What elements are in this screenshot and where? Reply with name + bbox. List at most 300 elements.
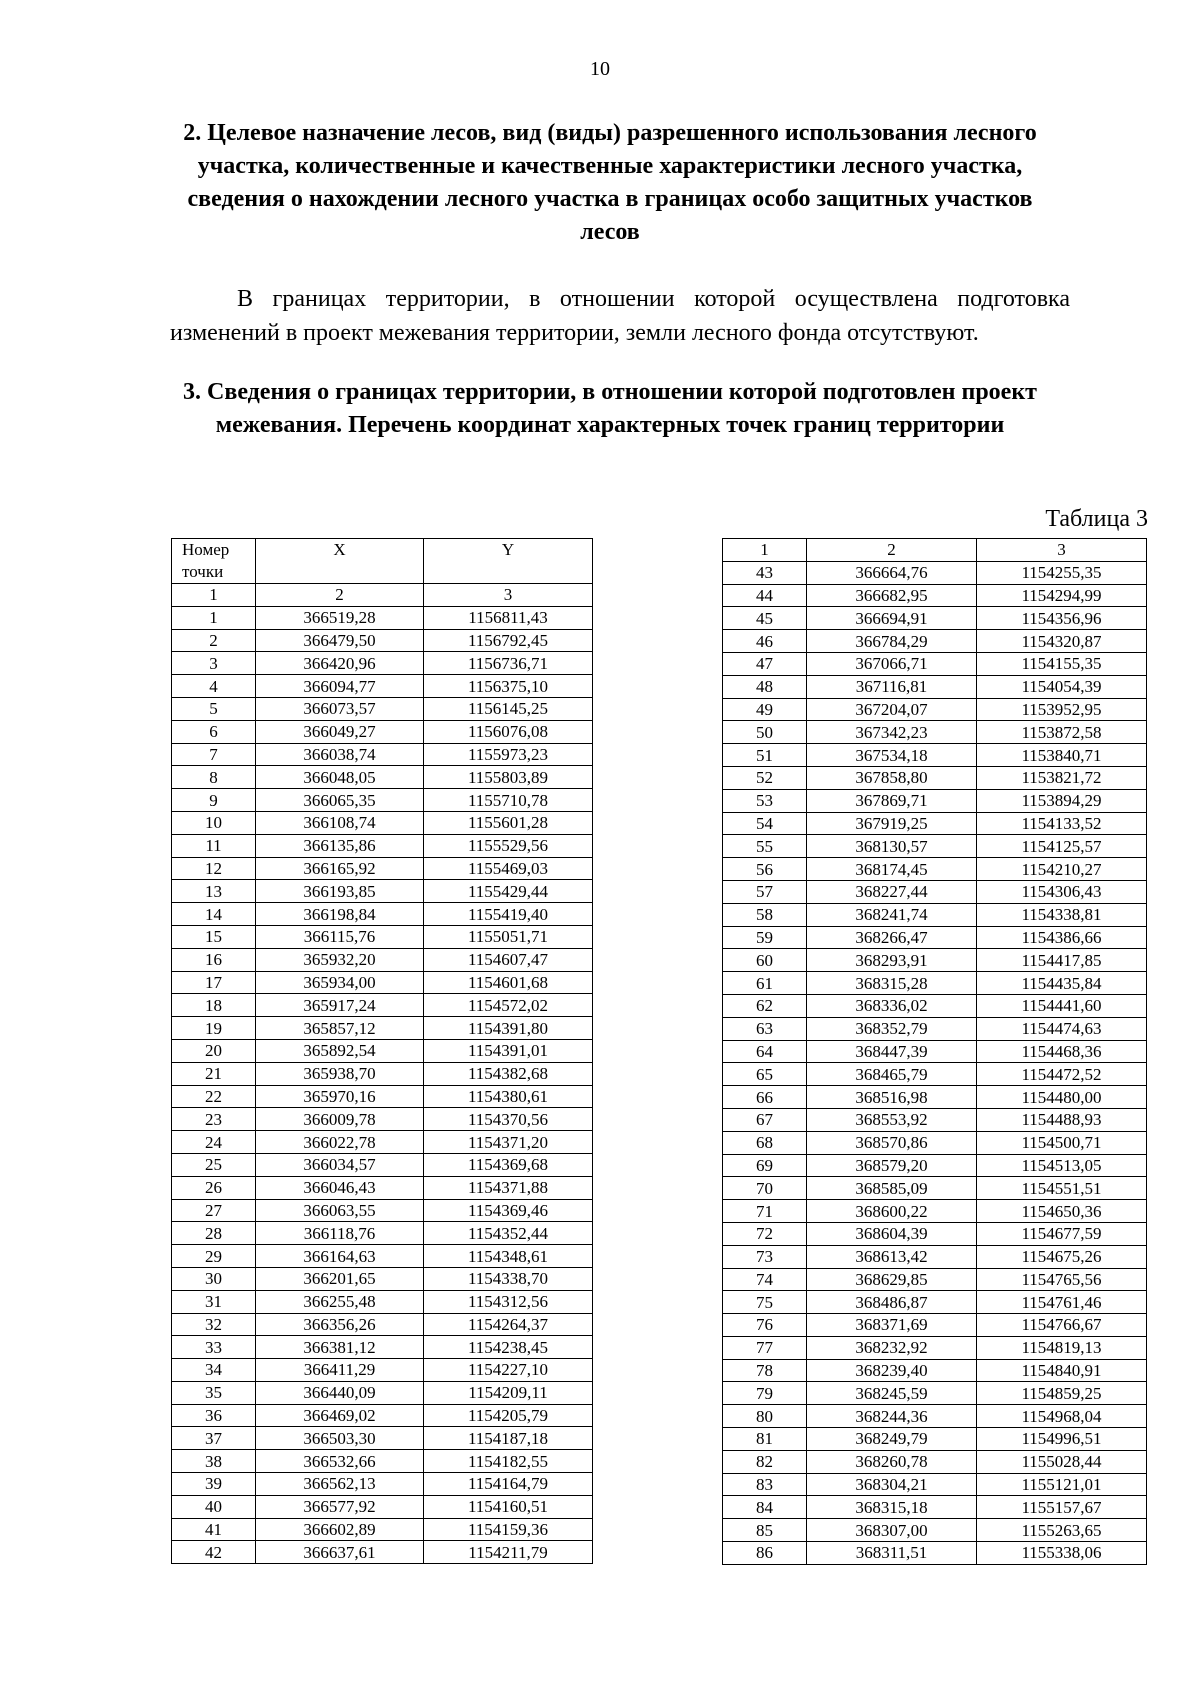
table-row — [172, 948, 593, 971]
cell-x: 365932,20 — [256, 948, 424, 971]
table-row — [723, 1519, 1147, 1542]
cell-y: 1154968,04 — [977, 1405, 1147, 1428]
cell-point-number: 20 — [172, 1039, 256, 1062]
cell-x: 368260,78 — [807, 1450, 977, 1473]
cell-point-number: 5 — [172, 697, 256, 720]
cell-x: 368227,44 — [807, 880, 977, 903]
cell-y: 1154210,27 — [977, 858, 1147, 881]
cell-y: 1156375,10 — [424, 675, 593, 698]
cell-x: 366694,91 — [807, 607, 977, 630]
cell-point-number: 4 — [172, 675, 256, 698]
cell-point-number: 83 — [723, 1473, 807, 1496]
table-row — [723, 926, 1147, 949]
coordinates-table-right — [722, 538, 1147, 1565]
cell-point-number: 79 — [723, 1382, 807, 1405]
cell-point-number: 17 — [172, 971, 256, 994]
header-point-number: Номер точки — [172, 539, 256, 584]
table-row — [172, 1495, 593, 1518]
table-row — [172, 629, 593, 652]
cell-y: 1154859,25 — [977, 1382, 1147, 1405]
cell-x: 365934,00 — [256, 971, 424, 994]
cell-y: 1154601,68 — [424, 971, 593, 994]
table-row — [172, 1381, 593, 1404]
table-row — [172, 1017, 593, 1040]
cell-x: 366063,55 — [256, 1199, 424, 1222]
cell-point-number: 65 — [723, 1063, 807, 1086]
table-row — [172, 1313, 593, 1336]
cell-y: 1154840,91 — [977, 1359, 1147, 1382]
cell-x: 368352,79 — [807, 1017, 977, 1040]
table-row — [172, 1450, 593, 1473]
cell-y: 1154382,68 — [424, 1062, 593, 1085]
cell-x: 366034,57 — [256, 1153, 424, 1176]
cell-y: 1155529,56 — [424, 834, 593, 857]
cell-y: 1154766,67 — [977, 1314, 1147, 1337]
cell-x: 366562,13 — [256, 1473, 424, 1496]
table-row — [172, 720, 593, 743]
cell-x: 367204,07 — [807, 698, 977, 721]
cell-y: 1153840,71 — [977, 744, 1147, 767]
cell-point-number: 13 — [172, 880, 256, 903]
section-3-title: 3. Сведения о границах территории, в отношении которой подготовлен проект межевания. Перечень координат характерных точек границ территории — [183, 379, 1037, 438]
cell-y: 1155973,23 — [424, 743, 593, 766]
cell-y: 1154435,84 — [977, 972, 1147, 995]
table-row — [172, 1085, 593, 1108]
cell-x: 368570,86 — [807, 1131, 977, 1154]
cell-y: 1154380,61 — [424, 1085, 593, 1108]
cell-x: 368239,40 — [807, 1359, 977, 1382]
cell-point-number: 61 — [723, 972, 807, 995]
cell-y: 1154238,45 — [424, 1336, 593, 1359]
table-row — [723, 812, 1147, 835]
cell-x: 368232,92 — [807, 1336, 977, 1359]
cell-x: 366198,84 — [256, 903, 424, 926]
cell-x: 366420,96 — [256, 652, 424, 675]
cell-point-number: 24 — [172, 1131, 256, 1154]
cell-y: 1154417,85 — [977, 949, 1147, 972]
table-row — [723, 1473, 1147, 1496]
table-header-row — [172, 539, 593, 584]
cell-x: 366411,29 — [256, 1359, 424, 1382]
table-row — [723, 1040, 1147, 1063]
cell-y: 1155419,40 — [424, 903, 593, 926]
cell-x: 366046,43 — [256, 1176, 424, 1199]
cell-y: 1154054,39 — [977, 675, 1147, 698]
column-number-row — [723, 539, 1147, 562]
table-row — [172, 903, 593, 926]
table-row — [172, 971, 593, 994]
cell-y: 1154761,46 — [977, 1291, 1147, 1314]
table-row — [723, 972, 1147, 995]
cell-point-number: 40 — [172, 1495, 256, 1518]
cell-point-number: 45 — [723, 607, 807, 630]
table-row — [172, 652, 593, 675]
cell-point-number: 16 — [172, 948, 256, 971]
cell-y: 1155710,78 — [424, 789, 593, 812]
cell-x: 366532,66 — [256, 1450, 424, 1473]
cell-y: 1154386,66 — [977, 926, 1147, 949]
cell-y: 1155601,28 — [424, 811, 593, 834]
cell-y: 1154160,51 — [424, 1495, 593, 1518]
table-row — [723, 903, 1147, 926]
cell-y: 1154369,46 — [424, 1199, 593, 1222]
table-row — [723, 630, 1147, 653]
cell-point-number: 46 — [723, 630, 807, 653]
cell-x: 368241,74 — [807, 903, 977, 926]
cell-y: 1154338,70 — [424, 1267, 593, 1290]
table-row — [723, 698, 1147, 721]
table-row — [172, 880, 593, 903]
cell-y: 1154551,51 — [977, 1177, 1147, 1200]
cell-y: 1154650,36 — [977, 1200, 1147, 1223]
cell-x: 366048,05 — [256, 766, 424, 789]
section-2-paragraph: В границах территории, в отношении которой осуществлена подготовка изменений в проект межевания территории, земли лесного фонда отсутствуют. — [170, 286, 1070, 346]
cell-x: 366381,12 — [256, 1336, 424, 1359]
cell-x: 366682,95 — [807, 584, 977, 607]
cell-x: 366440,09 — [256, 1381, 424, 1404]
cell-y: 1154370,56 — [424, 1108, 593, 1131]
cell-x: 366602,89 — [256, 1518, 424, 1541]
cell-y: 1155051,71 — [424, 925, 593, 948]
table-row — [172, 675, 593, 698]
cell-point-number: 49 — [723, 698, 807, 721]
table-row — [723, 1063, 1147, 1086]
cell-point-number: 81 — [723, 1428, 807, 1451]
cell-point-number: 33 — [172, 1336, 256, 1359]
cell-x: 367066,71 — [807, 652, 977, 675]
table-row — [172, 1473, 593, 1496]
cell-y: 1154356,96 — [977, 607, 1147, 630]
cell-y: 1156736,71 — [424, 652, 593, 675]
cell-y: 1153894,29 — [977, 789, 1147, 812]
cell-y: 1156811,43 — [424, 606, 593, 629]
table-row — [172, 857, 593, 880]
cell-point-number: 9 — [172, 789, 256, 812]
cell-point-number: 75 — [723, 1291, 807, 1314]
cell-point-number: 22 — [172, 1085, 256, 1108]
table-row — [172, 811, 593, 834]
cell-point-number: 44 — [723, 584, 807, 607]
cell-point-number: 27 — [172, 1199, 256, 1222]
cell-point-number: 3 — [172, 652, 256, 675]
cell-point-number: 26 — [172, 1176, 256, 1199]
cell-point-number: 11 — [172, 834, 256, 857]
cell-point-number: 14 — [172, 903, 256, 926]
cell-x: 368315,18 — [807, 1496, 977, 1519]
cell-point-number: 32 — [172, 1313, 256, 1336]
cell-point-number: 38 — [172, 1450, 256, 1473]
cell-y: 1154391,80 — [424, 1017, 593, 1040]
table-row — [172, 789, 593, 812]
cell-point-number: 39 — [172, 1473, 256, 1496]
cell-point-number: 54 — [723, 812, 807, 835]
cell-point-number: 12 — [172, 857, 256, 880]
table-row — [172, 1245, 593, 1268]
cell-y: 1154133,52 — [977, 812, 1147, 835]
table-row — [172, 834, 593, 857]
cell-x: 366094,77 — [256, 675, 424, 698]
cell-y: 1154306,43 — [977, 880, 1147, 903]
cell-point-number: 42 — [172, 1541, 256, 1564]
page-number: 10 — [590, 58, 610, 80]
table-row — [723, 1017, 1147, 1040]
cell-point-number: 52 — [723, 766, 807, 789]
cell-y: 1154264,37 — [424, 1313, 593, 1336]
table-row — [723, 1177, 1147, 1200]
cell-y: 1155157,67 — [977, 1496, 1147, 1519]
cell-y: 1154164,79 — [424, 1473, 593, 1496]
cell-point-number: 70 — [723, 1177, 807, 1200]
table-row — [172, 743, 593, 766]
cell-point-number: 62 — [723, 994, 807, 1017]
cell-y: 1154513,05 — [977, 1154, 1147, 1177]
coordinates-table-left — [171, 538, 593, 1564]
cell-x: 366165,92 — [256, 857, 424, 880]
cell-x: 366115,76 — [256, 925, 424, 948]
cell-point-number: 19 — [172, 1017, 256, 1040]
cell-x: 368553,92 — [807, 1108, 977, 1131]
cell-point-number: 43 — [723, 561, 807, 584]
cell-point-number: 76 — [723, 1314, 807, 1337]
table-row — [723, 1542, 1147, 1565]
table-row — [172, 1336, 593, 1359]
cell-y: 1154391,01 — [424, 1039, 593, 1062]
cell-y: 1154371,20 — [424, 1131, 593, 1154]
cell-x: 367858,80 — [807, 766, 977, 789]
cell-y: 1154182,55 — [424, 1450, 593, 1473]
cell-point-number: 78 — [723, 1359, 807, 1382]
cell-y: 1154371,88 — [424, 1176, 593, 1199]
table-row — [723, 835, 1147, 858]
cell-point-number: 58 — [723, 903, 807, 926]
cell-y: 1154155,35 — [977, 652, 1147, 675]
cell-y: 1154677,59 — [977, 1222, 1147, 1245]
cell-x: 366164,63 — [256, 1245, 424, 1268]
cell-x: 368516,98 — [807, 1086, 977, 1109]
column-number-row — [172, 584, 593, 607]
cell-y: 1154675,26 — [977, 1245, 1147, 1268]
table-row — [172, 925, 593, 948]
cell-x: 368311,51 — [807, 1542, 977, 1565]
cell-point-number: 73 — [723, 1245, 807, 1268]
cell-point-number: 10 — [172, 811, 256, 834]
table-row — [723, 1382, 1147, 1405]
cell-x: 365938,70 — [256, 1062, 424, 1085]
table-row — [723, 1268, 1147, 1291]
cell-x: 368130,57 — [807, 835, 977, 858]
table-row — [723, 1405, 1147, 1428]
cell-point-number: 2 — [172, 629, 256, 652]
cell-y: 1154468,36 — [977, 1040, 1147, 1063]
table-row — [172, 1290, 593, 1313]
section-2-title: 2. Целевое назначение лесов, вид (виды) разрешенного использования лесного участка, количественные и качественные характеристики лесного участка, сведения о нахождении лесного участка в границах особо защитных участков лесов — [183, 120, 1037, 245]
cell-point-number: 51 — [723, 744, 807, 767]
table-row — [723, 1154, 1147, 1177]
cell-point-number: 21 — [172, 1062, 256, 1085]
table-row — [172, 606, 593, 629]
cell-point-number: 53 — [723, 789, 807, 812]
cell-x: 368579,20 — [807, 1154, 977, 1177]
cell-point-number: 57 — [723, 880, 807, 903]
column-number-3: 3 — [977, 539, 1147, 562]
cell-y: 1154338,81 — [977, 903, 1147, 926]
cell-point-number: 80 — [723, 1405, 807, 1428]
cell-point-number: 66 — [723, 1086, 807, 1109]
cell-x: 368465,79 — [807, 1063, 977, 1086]
table-row — [723, 1359, 1147, 1382]
table-row — [723, 584, 1147, 607]
cell-x: 367116,81 — [807, 675, 977, 698]
table-row — [172, 1541, 593, 1564]
cell-point-number: 68 — [723, 1131, 807, 1154]
cell-x: 366519,28 — [256, 606, 424, 629]
cell-x: 365917,24 — [256, 994, 424, 1017]
cell-x: 366135,86 — [256, 834, 424, 857]
cell-point-number: 69 — [723, 1154, 807, 1177]
table-row — [172, 994, 593, 1017]
table-row — [172, 766, 593, 789]
cell-x: 366038,74 — [256, 743, 424, 766]
cell-y: 1154294,99 — [977, 584, 1147, 607]
table-row — [723, 1314, 1147, 1337]
cell-x: 368266,47 — [807, 926, 977, 949]
cell-point-number: 18 — [172, 994, 256, 1017]
header-y: Y — [424, 539, 593, 584]
cell-point-number: 29 — [172, 1245, 256, 1268]
cell-x: 368585,09 — [807, 1177, 977, 1200]
cell-y: 1153821,72 — [977, 766, 1147, 789]
table-row — [172, 1427, 593, 1450]
cell-point-number: 36 — [172, 1404, 256, 1427]
cell-point-number: 72 — [723, 1222, 807, 1245]
cell-y: 1154187,18 — [424, 1427, 593, 1450]
cell-point-number: 41 — [172, 1518, 256, 1541]
cell-x: 368486,87 — [807, 1291, 977, 1314]
table-row — [723, 1200, 1147, 1223]
cell-point-number: 60 — [723, 949, 807, 972]
cell-x: 368293,91 — [807, 949, 977, 972]
table-row — [723, 1245, 1147, 1268]
cell-x: 366784,29 — [807, 630, 977, 653]
cell-y: 1154369,68 — [424, 1153, 593, 1176]
cell-x: 368629,85 — [807, 1268, 977, 1291]
table-row — [723, 858, 1147, 881]
table-row — [172, 1131, 593, 1154]
table-row — [172, 1108, 593, 1131]
cell-y: 1154205,79 — [424, 1404, 593, 1427]
cell-y: 1154607,47 — [424, 948, 593, 971]
cell-y: 1154312,56 — [424, 1290, 593, 1313]
table-row — [723, 1108, 1147, 1131]
cell-y: 1154209,11 — [424, 1381, 593, 1404]
cell-x: 368600,22 — [807, 1200, 977, 1223]
cell-point-number: 25 — [172, 1153, 256, 1176]
cell-y: 1154227,10 — [424, 1359, 593, 1382]
cell-y: 1153872,58 — [977, 721, 1147, 744]
cell-point-number: 47 — [723, 652, 807, 675]
table-row — [172, 1153, 593, 1176]
cell-point-number: 50 — [723, 721, 807, 744]
cell-y: 1155429,44 — [424, 880, 593, 903]
table-row — [723, 652, 1147, 675]
cell-x: 366009,78 — [256, 1108, 424, 1131]
table-row — [172, 1176, 593, 1199]
cell-point-number: 34 — [172, 1359, 256, 1382]
cell-point-number: 23 — [172, 1108, 256, 1131]
cell-point-number: 31 — [172, 1290, 256, 1313]
cell-x: 367869,71 — [807, 789, 977, 812]
table-row — [172, 1222, 593, 1245]
cell-y: 1154474,63 — [977, 1017, 1147, 1040]
cell-x: 368304,21 — [807, 1473, 977, 1496]
cell-point-number: 74 — [723, 1268, 807, 1291]
cell-x: 365892,54 — [256, 1039, 424, 1062]
cell-point-number: 8 — [172, 766, 256, 789]
table-row — [723, 1131, 1147, 1154]
column-number-3: 3 — [424, 584, 593, 607]
table-row — [172, 1518, 593, 1541]
table-row — [723, 675, 1147, 698]
table-row — [723, 721, 1147, 744]
cell-x: 368249,79 — [807, 1428, 977, 1451]
cell-point-number: 67 — [723, 1108, 807, 1131]
cell-y: 1155028,44 — [977, 1450, 1147, 1473]
cell-point-number: 48 — [723, 675, 807, 698]
cell-x: 366073,57 — [256, 697, 424, 720]
cell-x: 366577,92 — [256, 1495, 424, 1518]
cell-point-number: 55 — [723, 835, 807, 858]
cell-y: 1154500,71 — [977, 1131, 1147, 1154]
table-row — [172, 1062, 593, 1085]
cell-x: 366479,50 — [256, 629, 424, 652]
table-row — [172, 1359, 593, 1382]
cell-y: 1155469,03 — [424, 857, 593, 880]
cell-y: 1154480,00 — [977, 1086, 1147, 1109]
cell-x: 368371,69 — [807, 1314, 977, 1337]
cell-x: 368174,45 — [807, 858, 977, 881]
cell-point-number: 37 — [172, 1427, 256, 1450]
cell-x: 366193,85 — [256, 880, 424, 903]
table-row — [723, 1222, 1147, 1245]
cell-y: 1154572,02 — [424, 994, 593, 1017]
table-row — [723, 880, 1147, 903]
cell-point-number: 84 — [723, 1496, 807, 1519]
cell-x: 366108,74 — [256, 811, 424, 834]
table-row — [172, 1199, 593, 1222]
column-number-1: 1 — [172, 584, 256, 607]
cell-x: 367534,18 — [807, 744, 977, 767]
cell-y: 1154996,51 — [977, 1428, 1147, 1451]
cell-x: 366356,26 — [256, 1313, 424, 1336]
table-row — [723, 744, 1147, 767]
cell-y: 1153952,95 — [977, 698, 1147, 721]
table-row — [723, 1086, 1147, 1109]
cell-x: 366664,76 — [807, 561, 977, 584]
cell-point-number: 85 — [723, 1519, 807, 1542]
cell-y: 1154352,44 — [424, 1222, 593, 1245]
column-number-2: 2 — [807, 539, 977, 562]
cell-y: 1154819,13 — [977, 1336, 1147, 1359]
table-row — [723, 1428, 1147, 1451]
table-row — [723, 766, 1147, 789]
table-row — [723, 1450, 1147, 1473]
cell-y: 1155338,06 — [977, 1542, 1147, 1565]
table-row — [172, 1404, 593, 1427]
column-number-2: 2 — [256, 584, 424, 607]
cell-x: 366118,76 — [256, 1222, 424, 1245]
cell-point-number: 71 — [723, 1200, 807, 1223]
cell-x: 368613,42 — [807, 1245, 977, 1268]
